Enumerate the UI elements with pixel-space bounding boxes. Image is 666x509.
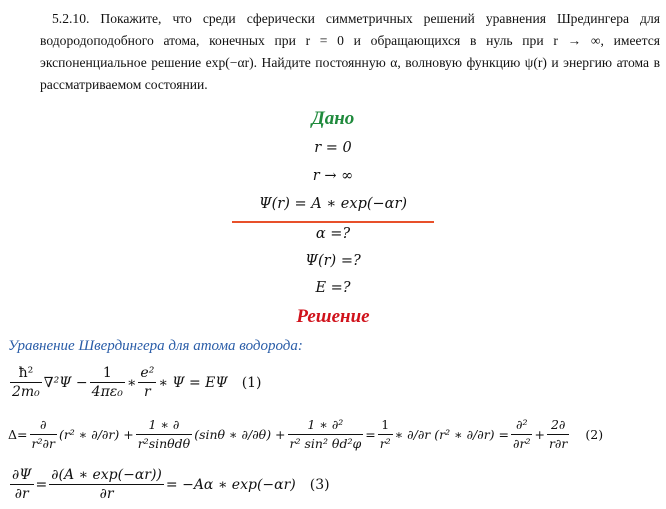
eq2-lhs: Δ= [8,427,28,442]
eq1-tag: (1) [241,374,262,391]
eq2-term2-frac [136,416,193,453]
eq2-t3-den: r² sin² θd²φ [289,436,362,451]
eq2-plus: + [534,427,545,442]
eq2-t1-body: (r² ∗ ∂/∂r) + [58,427,134,442]
eq3-rhs: = −Aα ∗ exp(−αr) [165,476,296,493]
eq2-t2-den: r²sinθdθ [137,436,191,451]
eq2-tag: (2) [585,427,604,442]
eq1-laplace: ∇²Ψ − [43,374,88,391]
eq1-coef-den: 2m₀ [12,384,40,400]
eq3-tag: (3) [309,476,330,493]
eq2-t3-num: 1 ∗ ∂² [288,416,364,435]
eq2-term6-frac [547,416,569,453]
eq2-t4-body: ∗ ∂/∂r (r² ∗ ∂/∂r) = [394,427,510,442]
equation-3 [8,466,330,503]
eq3-mid-frac [49,466,164,503]
eq1-coef-fraction [10,364,42,401]
eq3-lhs-den: ∂r [14,486,29,502]
eq3-mid-den: ∂r [99,486,114,502]
given-heading: Дано [311,108,355,129]
eq2-t5-num: ∂² [511,416,532,435]
eq2-term1-frac [30,416,57,453]
given-line-3: Ψ(r) = A ∗ exp(−αr) [258,196,408,212]
solution-heading: Решение [296,306,370,327]
eq2-t2-body: (sinθ ∗ ∂/∂θ) + [194,427,286,442]
eq3-mid-num: ∂(A ∗ exp(−αr)) [51,467,162,483]
eq2-t4-den: r² [379,436,391,451]
eq2-term4-frac [378,416,393,453]
eq1-frac3-num: e² [140,365,155,381]
given-line-1: r = 0 [314,140,352,156]
eq2-t2-num: 1 ∗ ∂ [136,416,193,435]
eq1-frac2 [90,364,125,401]
given-line-6: E =? [315,280,351,296]
eq3-lhs-num: ∂Ψ [12,467,32,483]
given-line-4: α =? [315,226,351,242]
eq1-frac2-den: 4πε₀ [91,384,123,400]
eq1-rest: ∗ Ψ = EΨ [158,374,228,391]
eq1-frac3-den: r [144,384,151,400]
eq1-frac3 [138,364,156,401]
problem-text: 5.2.10. Покажите, что среди сферически симметричных решений уравнения Шредингера для водородоподобного атома, конечных при r = 0 и обращающихся в нуль при r → ∞, имеется экспоненциальное решение exp(−αr). Найдите постоянную α, волновую функцию ψ(r) и энергию атома в рассматриваемом состоянии. [40,11,660,92]
eq3-equals: = [35,476,48,493]
given-divider [232,221,434,223]
problem-statement [40,8,660,96]
equation-2 [8,416,603,453]
equation-1: $\frac{\text{ħ²}}{\text{2m₀}}$ ∇²Ψ − $\frac{1}{\text{4πε₀}}$ ∗ $\frac{\text{e²}}{r}$ ∗ Ψ = EΨ (1) [12,365,262,400]
solution-subheading: Уравнение Швердингера для атома водорода: [8,338,303,354]
eq2-t4-num: 1 [378,416,393,435]
eq2-t5-den: ∂r² [513,436,531,451]
eq2-t6-den: r∂r [548,436,568,451]
eq2-t6-num: 2∂ [547,416,569,435]
eq3-lhs-frac [10,466,34,503]
eq2-term5-frac [511,416,532,453]
eq2-term3-frac [288,416,364,453]
eq2-equals: = [365,427,376,442]
given-line-2: r → ∞ [312,168,354,184]
eq1-frac2-num: 1 [90,364,125,383]
eq1-coef-num: ħ² [10,364,42,383]
given-line-5: Ψ(r) =? [305,253,361,269]
eq2-t1-den: r²∂r [31,436,55,451]
eq2-t1-num: ∂ [30,416,57,435]
